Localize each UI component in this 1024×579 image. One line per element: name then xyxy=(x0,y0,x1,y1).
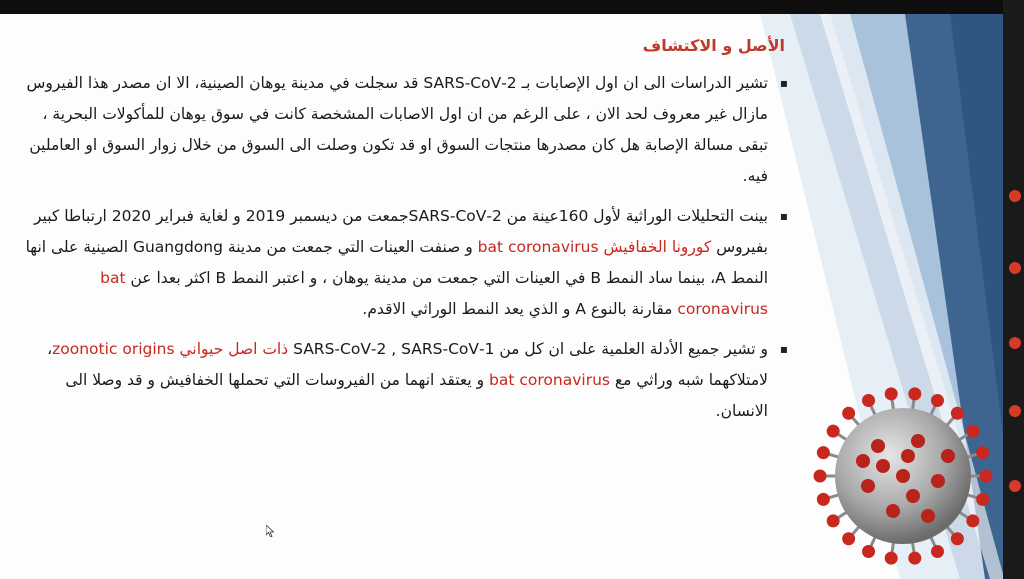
highlighted-term: bat coronavirus xyxy=(489,371,610,389)
bullet-text: و تشير جميع الأدلة العلمية على ان كل من SARS‑CoV‑2 , SARS‑CoV‑1 xyxy=(288,340,768,358)
virus-spike-head xyxy=(931,394,944,407)
virus-spike-head xyxy=(976,493,989,506)
virus-surface-protein xyxy=(876,459,890,473)
participant-indicator-1[interactable] xyxy=(1009,190,1021,202)
virus-spike-head xyxy=(951,532,964,545)
virus-spike-head xyxy=(814,470,827,483)
highlighted-term: ذات اصل حيواني zoonotic origins xyxy=(52,340,289,358)
virus-surface-protein xyxy=(886,504,900,518)
virus-spike-head xyxy=(976,446,989,459)
participant-indicator-2[interactable] xyxy=(1009,262,1021,274)
bullet-point-3 xyxy=(18,334,788,427)
bullet-text: و صنفت العينات التي جمعت من مدينة Guangdong الصينية على انها النمط A، بينما ساد النمط B في العينات التي جمعت من مدينة يوهان ، و اعتبر النمط B اكثر بعدا عن xyxy=(25,238,768,287)
bullet-text: بينت التحليلات الوراثية لأول 160عينة من SARS‑CoV‑2جمعت من ديسمبر 2019 و لغاية فبراير 2020 ارتباطا كبير بفيروس xyxy=(34,207,768,256)
virus-spike-head xyxy=(908,552,921,565)
virus-spike-head xyxy=(966,425,979,438)
virus-spike-head xyxy=(966,514,979,527)
virus-surface-protein xyxy=(901,449,915,463)
virus-spike-head xyxy=(980,470,993,483)
participant-indicator-4[interactable] xyxy=(1009,405,1021,417)
slide-title: الأصل و الاكتشاف xyxy=(642,36,785,55)
bullet-text: و يعتقد انهما من الفيروسات التي تحملها الخفافيش و قد وصلا الى الانسان. xyxy=(65,371,768,420)
participant-indicator-3[interactable] xyxy=(1009,337,1021,349)
participant-indicator-5[interactable] xyxy=(1009,480,1021,492)
virus-spike-head xyxy=(817,446,830,459)
highlighted-term: bat coronavirus xyxy=(100,269,768,318)
virus-surface-protein xyxy=(931,474,945,488)
mouse-cursor-icon xyxy=(266,525,274,537)
virus-spike-head xyxy=(931,545,944,558)
participants-strip xyxy=(1003,0,1024,579)
bullet-point-2 xyxy=(18,201,788,325)
virus-spike-head xyxy=(817,493,830,506)
virus-surface-protein xyxy=(856,454,870,468)
slide-content xyxy=(18,68,788,436)
virus-spike-head xyxy=(908,387,921,400)
virus-surface-protein xyxy=(871,439,885,453)
presentation-slide xyxy=(0,14,1003,579)
coronavirus-illustration xyxy=(808,386,998,566)
virus-spike-head xyxy=(885,552,898,565)
virus-spike-head xyxy=(862,545,875,558)
virus-surface-protein xyxy=(911,434,925,448)
virus-surface-protein xyxy=(896,469,910,483)
highlighted-term: كورونا الخفافيش bat coronavirus xyxy=(477,238,712,256)
window-top-bar xyxy=(0,0,1024,14)
virus-spike-head xyxy=(827,425,840,438)
virus-surface-protein xyxy=(861,479,875,493)
virus-spike-head xyxy=(951,407,964,420)
virus-spike-head xyxy=(842,532,855,545)
virus-surface-protein xyxy=(906,489,920,503)
virus-surface-protein xyxy=(941,449,955,463)
bullet-point-1 xyxy=(18,68,788,192)
virus-spike-head xyxy=(827,514,840,527)
virus-spike-head xyxy=(842,407,855,420)
virus-surface-protein xyxy=(921,509,935,523)
bullet-text: تشير الدراسات الى ان اول الإصابات بـ SARS‑CoV‑2 قد سجلت في مدينة يوهان الصينية، الا ان مصدر هذا الفيروس مازال غير معروف لحد الان ، على الرغم من ان اول الاصابات المشخصة كانت في سوق يوهان للمأكولات البحرية ، تبقى مسالة الإصابة هل كان مصدرها منتجات السوق او قد تكون وصلت الى السوق من خلال زوار السوق او العاملين فيه. xyxy=(26,74,768,185)
bullet-text: مقارنة بالنوع A و الذي يعد النمط الوراثي الاقدم. xyxy=(362,300,678,318)
virus-spike-head xyxy=(885,387,898,400)
virus-spike-head xyxy=(862,394,875,407)
bullet-text: ، لامتلاكهما شبه وراثي مع xyxy=(47,340,768,389)
